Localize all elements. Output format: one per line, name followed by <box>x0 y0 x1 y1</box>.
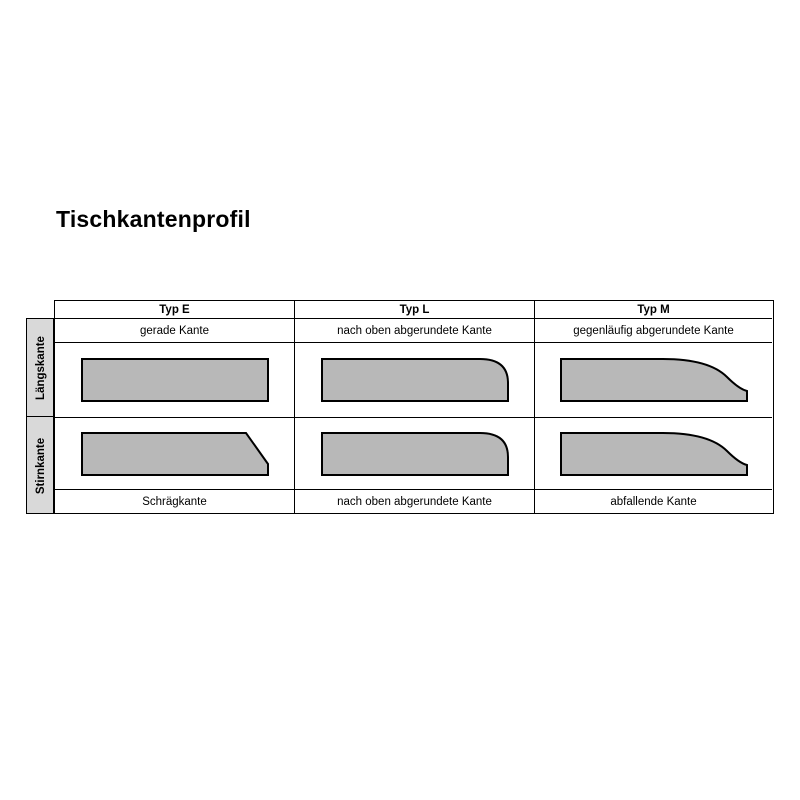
column-header-typ-m: Typ M <box>535 301 772 319</box>
caption-typ-m-bottom: abfallende Kante <box>535 489 772 513</box>
profile-grid <box>54 300 774 514</box>
caption-typ-e-top: gerade Kante <box>55 319 294 343</box>
upward-rounded-edge-profile-icon <box>320 357 510 403</box>
shape-typ-e-top <box>55 343 294 417</box>
shape-typ-e-bottom <box>55 417 294 489</box>
bevelled-edge-profile-icon <box>80 431 270 477</box>
column-header-typ-l: Typ L <box>295 301 534 319</box>
sloping-edge-profile-icon <box>559 431 749 477</box>
shape-typ-l-top <box>295 343 534 417</box>
upward-rounded-edge-profile-icon <box>320 431 510 477</box>
row-label-laengskante-text: Längskante <box>35 335 48 400</box>
edge-profile-table <box>26 300 774 514</box>
straight-edge-profile-icon <box>80 357 270 403</box>
page-title: Tischkantenprofil <box>56 206 251 232</box>
shape-typ-m-bottom <box>535 417 772 489</box>
row-label-stirnkante <box>27 417 55 515</box>
shape-typ-l-bottom <box>295 417 534 489</box>
row-label-column <box>26 318 54 514</box>
caption-typ-e-bottom: Schrägkante <box>55 489 294 513</box>
row-label-laengskante <box>27 319 55 417</box>
column-typ-l <box>295 301 535 513</box>
column-typ-m <box>535 301 772 513</box>
row-label-stirnkante-text: Stirnkante <box>35 437 47 495</box>
caption-typ-m-top: gegenläufig abgerundete Kante <box>535 319 772 343</box>
column-typ-e <box>55 301 295 513</box>
column-header-typ-e: Typ E <box>55 301 294 319</box>
shape-typ-m-top <box>535 343 772 417</box>
caption-typ-l-top: nach oben abgerundete Kante <box>295 319 534 343</box>
counter-rounded-edge-profile-icon <box>559 357 749 403</box>
caption-typ-l-bottom: nach oben abgerundete Kante <box>295 489 534 513</box>
